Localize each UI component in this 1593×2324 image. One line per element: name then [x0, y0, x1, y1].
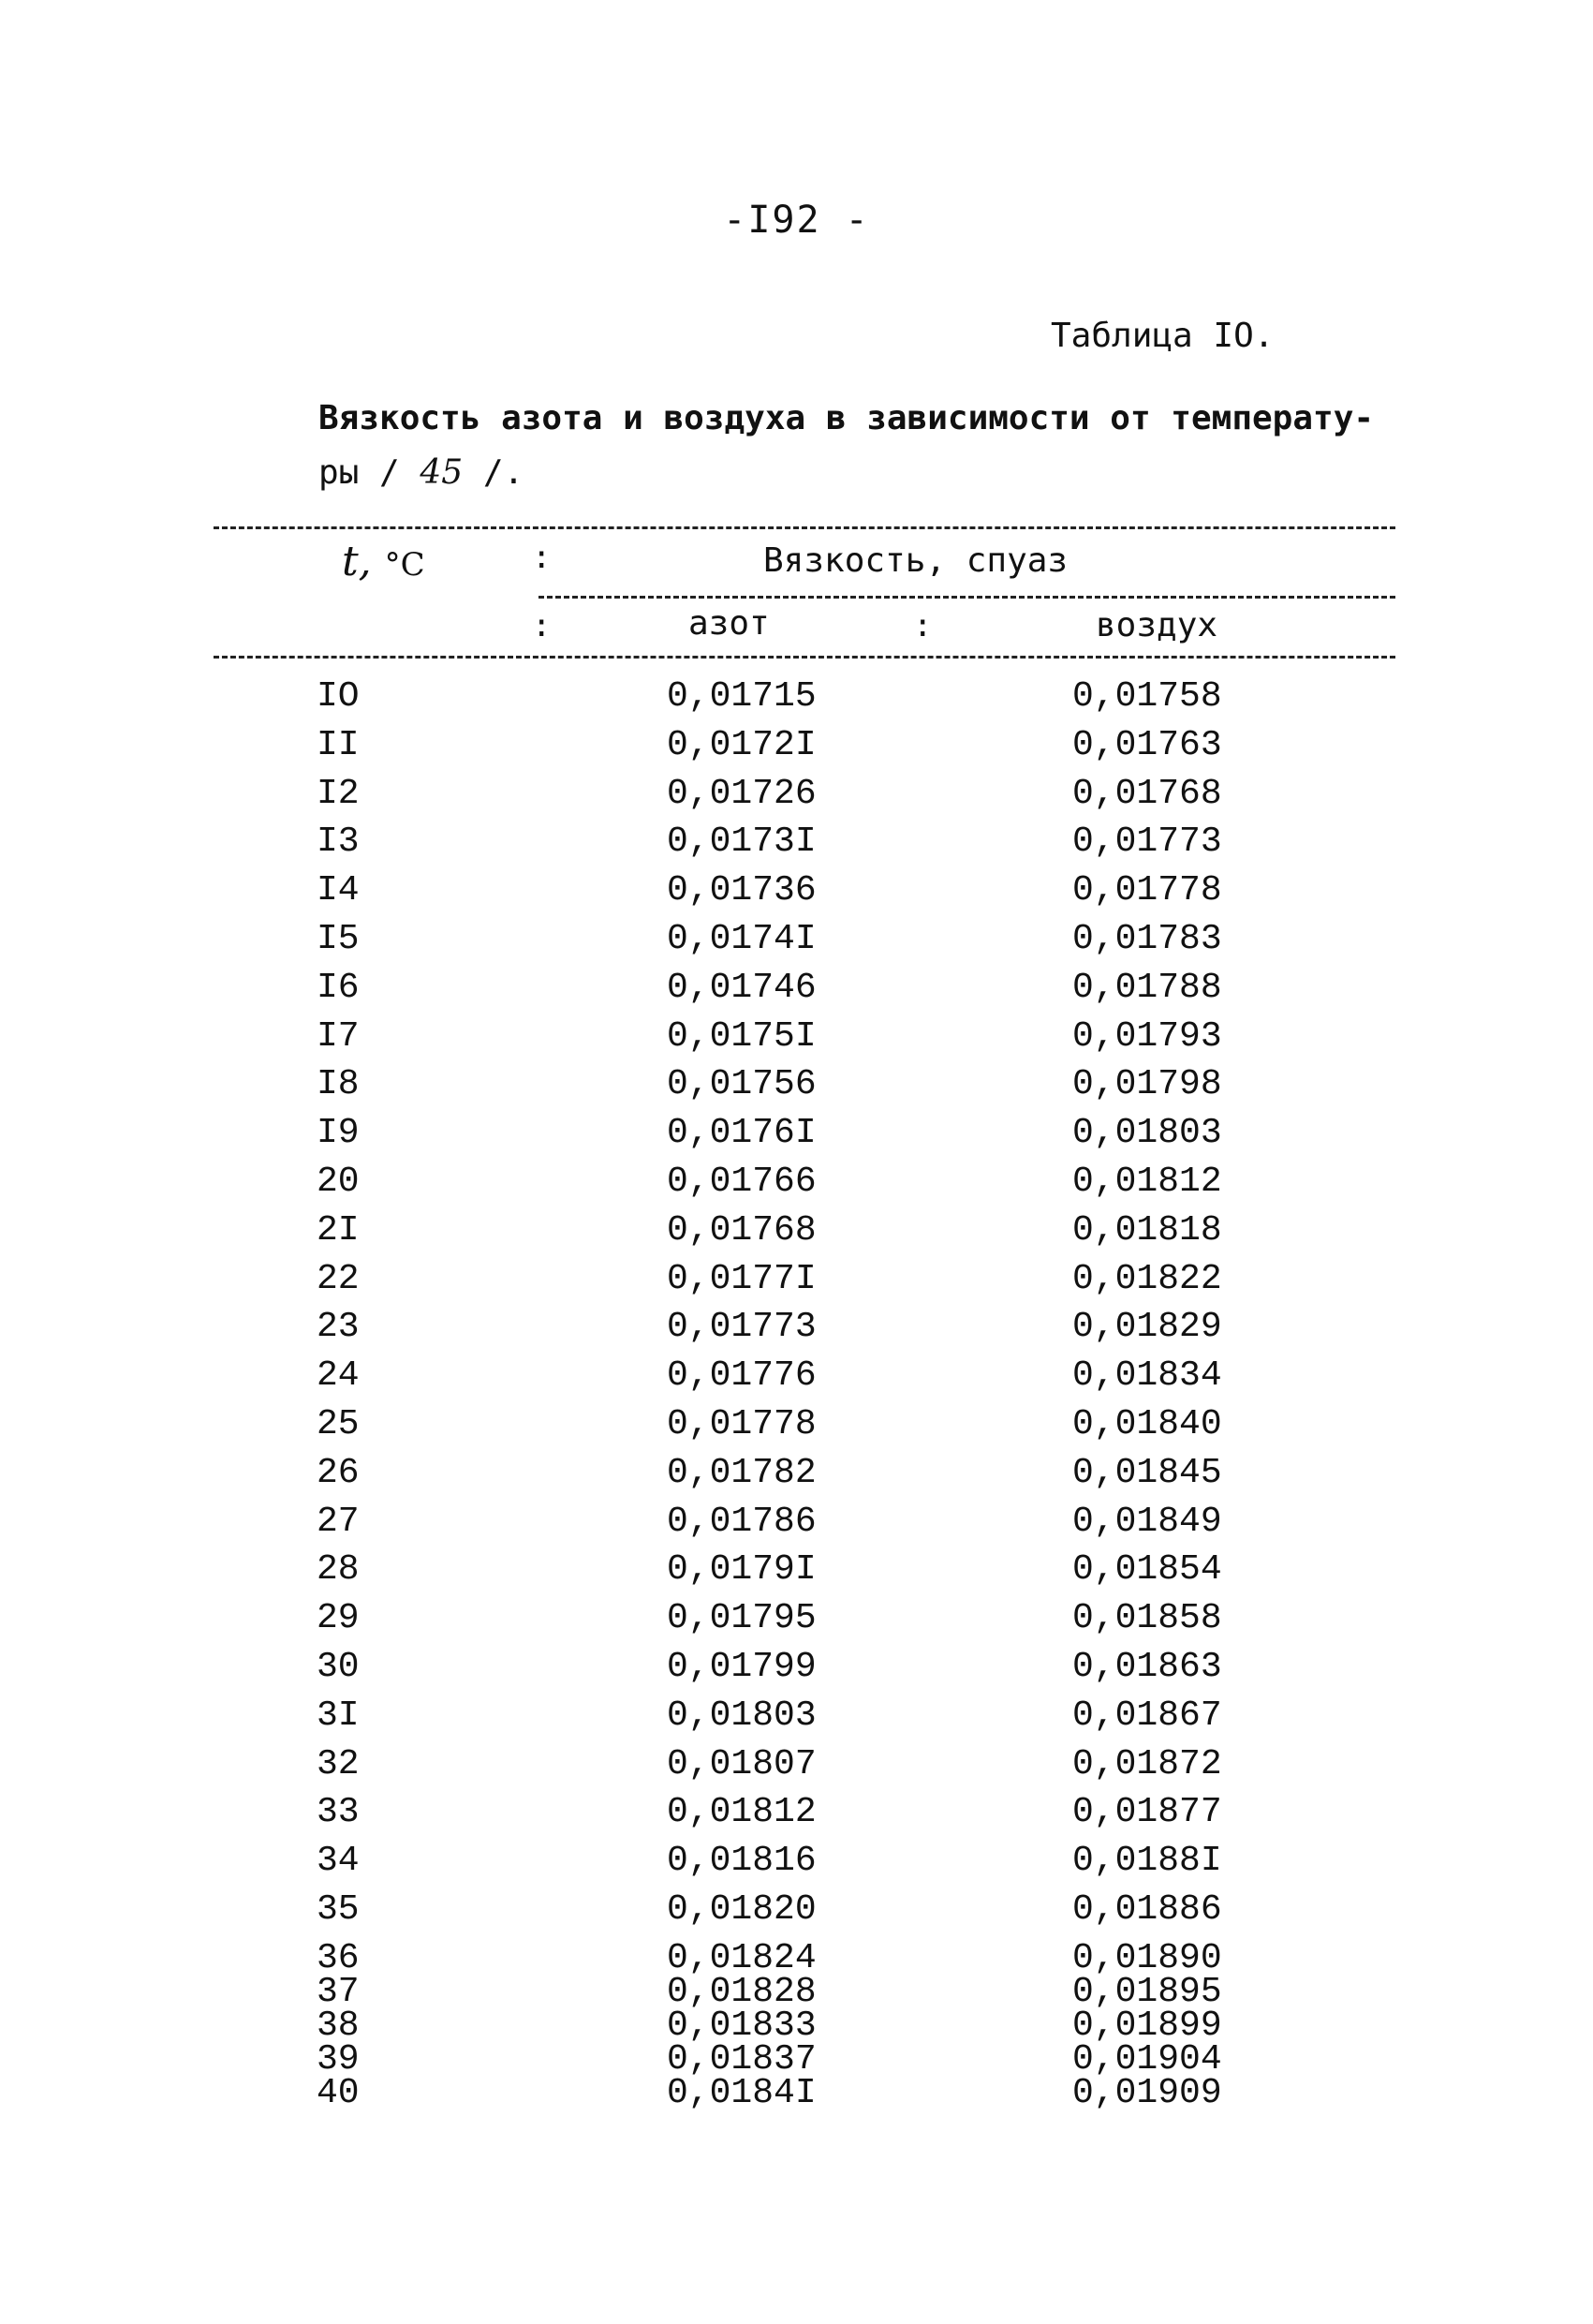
- nitrogen-viscosity-cell: 0,0174I: [667, 918, 817, 959]
- caption-line-1: Вязкость азота и воздуха в зависимости от температу-: [318, 399, 1375, 437]
- nitrogen-viscosity-cell: 0,0176I: [667, 1113, 817, 1154]
- table-row: [0, 676, 1593, 725]
- table-row: [0, 1549, 1593, 1598]
- nitrogen-viscosity-cell: 0,01824: [667, 1937, 817, 1978]
- temperature-cell: 24: [317, 1355, 360, 1397]
- temperature-cell: 35: [317, 1888, 360, 1930]
- temperature-cell: 22: [317, 1258, 360, 1299]
- air-viscosity-cell: 0,01773: [1072, 822, 1222, 863]
- air-viscosity-cell: 0,01798: [1072, 1064, 1222, 1105]
- table-row: [0, 1647, 1593, 1695]
- air-viscosity-cell: 0,0188I: [1072, 1841, 1222, 1882]
- air-viscosity-cell: 0,01778: [1072, 870, 1222, 911]
- temperature-cell: IO: [317, 676, 360, 717]
- table-row: [0, 1453, 1593, 1502]
- nitrogen-viscosity-cell: 0,01766: [667, 1161, 817, 1202]
- temperature-cell: 27: [317, 1501, 360, 1542]
- table-row: [0, 1307, 1593, 1355]
- air-viscosity-cell: 0,01788: [1072, 967, 1222, 1008]
- air-viscosity-cell: 0,01867: [1072, 1695, 1222, 1736]
- nitrogen-viscosity-cell: 0,0173I: [667, 822, 817, 863]
- nitrogen-viscosity-cell: 0,01837: [667, 2038, 817, 2080]
- table-row: [0, 774, 1593, 822]
- nitrogen-viscosity-cell: 0,01773: [667, 1307, 817, 1348]
- table-row: [0, 870, 1593, 919]
- air-viscosity-cell: 0,01849: [1072, 1501, 1222, 1542]
- air-viscosity-cell: 0,01763: [1072, 724, 1222, 765]
- nitrogen-viscosity-cell: 0,01833: [667, 2005, 817, 2046]
- air-viscosity-cell: 0,01758: [1072, 676, 1222, 717]
- nitrogen-viscosity-cell: 0,01776: [667, 1355, 817, 1397]
- table-top-rule: [214, 526, 1395, 529]
- temperature-cell: I7: [317, 1015, 360, 1057]
- temperature-cell: I2: [317, 773, 360, 814]
- table-row: [0, 1889, 1593, 1938]
- table-row: [0, 1792, 1593, 1841]
- header-nitrogen: азот: [688, 604, 770, 643]
- temperature-cell: 20: [317, 1161, 360, 1202]
- temperature-cell: 36: [317, 1937, 360, 1978]
- table-row: [0, 1016, 1593, 1065]
- nitrogen-viscosity-cell: 0,0177I: [667, 1258, 817, 1299]
- table-row: [0, 1971, 1593, 2012]
- air-viscosity-cell: 0,01803: [1072, 1113, 1222, 1154]
- header-temp-unit: °C: [384, 546, 425, 584]
- nitrogen-viscosity-cell: 0,01816: [667, 1841, 817, 1882]
- temperature-cell: I4: [317, 870, 360, 911]
- table-row: [0, 2038, 1593, 2080]
- nitrogen-viscosity-cell: 0,01715: [667, 676, 817, 717]
- temperature-cell: I8: [317, 1064, 360, 1105]
- table-row: [0, 822, 1593, 870]
- table-row: [0, 1841, 1593, 1889]
- air-viscosity-cell: 0,01783: [1072, 918, 1222, 959]
- table-row: [0, 725, 1593, 774]
- temperature-cell: 29: [317, 1598, 360, 1639]
- caption-reference: 45: [420, 453, 464, 492]
- air-viscosity-cell: 0,01863: [1072, 1646, 1222, 1687]
- air-viscosity-cell: 0,01858: [1072, 1598, 1222, 1639]
- nitrogen-viscosity-cell: 0,01746: [667, 967, 817, 1008]
- header-separator: :: [532, 607, 552, 644]
- table-row: [0, 968, 1593, 1016]
- air-viscosity-cell: 0,01818: [1072, 1209, 1222, 1251]
- temperature-cell: I6: [317, 967, 360, 1008]
- temperature-cell: 2I: [317, 1209, 360, 1251]
- temperature-cell: 28: [317, 1549, 360, 1591]
- temperature-cell: 34: [317, 1841, 360, 1882]
- header-temp-symbol: t,: [342, 538, 372, 585]
- header-air: воздух: [1096, 606, 1218, 644]
- air-viscosity-cell: 0,01840: [1072, 1403, 1222, 1444]
- caption-line-2: [318, 446, 1395, 500]
- table-caption: [318, 392, 1395, 500]
- air-viscosity-cell: 0,01899: [1072, 2005, 1222, 2046]
- air-viscosity-cell: 0,01812: [1072, 1161, 1222, 1202]
- header-mid-rule: [538, 596, 1395, 599]
- table-row: [0, 1937, 1593, 1978]
- nitrogen-viscosity-cell: 0,01799: [667, 1646, 817, 1687]
- nitrogen-viscosity-cell: 0,01795: [667, 1598, 817, 1639]
- caption-suffix: /.: [482, 453, 524, 492]
- temperature-cell: 23: [317, 1307, 360, 1348]
- temperature-cell: I9: [317, 1113, 360, 1154]
- temperature-cell: 26: [317, 1452, 360, 1493]
- table-row: [0, 1598, 1593, 1647]
- page-number: -I92 -: [723, 199, 870, 242]
- header-temperature: [342, 538, 425, 585]
- table-row: [0, 1064, 1593, 1113]
- table-row: [0, 1744, 1593, 1793]
- nitrogen-viscosity-cell: 0,01828: [667, 1971, 817, 2012]
- air-viscosity-cell: 0,01895: [1072, 1971, 1222, 2012]
- air-viscosity-cell: 0,01872: [1072, 1743, 1222, 1784]
- temperature-cell: 25: [317, 1403, 360, 1444]
- nitrogen-viscosity-cell: 0,01778: [667, 1403, 817, 1444]
- table-row: [0, 1113, 1593, 1162]
- nitrogen-viscosity-cell: 0,0179I: [667, 1549, 817, 1591]
- table-label: Таблица IO.: [1051, 317, 1275, 355]
- temperature-cell: 30: [317, 1646, 360, 1687]
- table-row: [0, 919, 1593, 968]
- table-row: [0, 2072, 1593, 2113]
- air-viscosity-cell: 0,01854: [1072, 1549, 1222, 1591]
- nitrogen-viscosity-cell: 0,01803: [667, 1695, 817, 1736]
- nitrogen-viscosity-cell: 0,01807: [667, 1743, 817, 1784]
- nitrogen-viscosity-cell: 0,01786: [667, 1501, 817, 1542]
- nitrogen-viscosity-cell: 0,01756: [667, 1064, 817, 1105]
- air-viscosity-cell: 0,01877: [1072, 1792, 1222, 1833]
- table-row: [0, 1162, 1593, 1210]
- nitrogen-viscosity-cell: 0,01782: [667, 1452, 817, 1493]
- air-viscosity-cell: 0,01768: [1072, 773, 1222, 814]
- temperature-cell: 3I: [317, 1695, 360, 1736]
- air-viscosity-cell: 0,01822: [1072, 1258, 1222, 1299]
- temperature-cell: II: [317, 724, 360, 765]
- table-row: [0, 2005, 1593, 2046]
- temperature-cell: 40: [317, 2072, 360, 2113]
- table-row: [0, 1404, 1593, 1453]
- nitrogen-viscosity-cell: 0,0184I: [667, 2072, 817, 2113]
- air-viscosity-cell: 0,01829: [1072, 1307, 1222, 1348]
- header-separator: :: [532, 539, 552, 576]
- caption-prefix: ры /: [318, 453, 400, 492]
- air-viscosity-cell: 0,01904: [1072, 2038, 1222, 2080]
- nitrogen-viscosity-cell: 0,0175I: [667, 1015, 817, 1057]
- nitrogen-viscosity-cell: 0,01768: [667, 1209, 817, 1251]
- table-body: [0, 676, 1593, 2113]
- table-row: [0, 1695, 1593, 1744]
- nitrogen-viscosity-cell: 0,01820: [667, 1888, 817, 1930]
- header-bottom-rule: [214, 656, 1395, 659]
- temperature-cell: 33: [317, 1792, 360, 1833]
- header-separator: :: [913, 607, 933, 644]
- air-viscosity-cell: 0,01834: [1072, 1355, 1222, 1397]
- nitrogen-viscosity-cell: 0,01736: [667, 870, 817, 911]
- air-viscosity-cell: 0,01845: [1072, 1452, 1222, 1493]
- nitrogen-viscosity-cell: 0,0172I: [667, 724, 817, 765]
- nitrogen-viscosity-cell: 0,01726: [667, 773, 817, 814]
- air-viscosity-cell: 0,01890: [1072, 1937, 1222, 1978]
- temperature-cell: I3: [317, 822, 360, 863]
- air-viscosity-cell: 0,01793: [1072, 1015, 1222, 1057]
- table-row: [0, 1259, 1593, 1308]
- temperature-cell: 37: [317, 1971, 360, 2012]
- temperature-cell: 38: [317, 2005, 360, 2046]
- air-viscosity-cell: 0,01886: [1072, 1888, 1222, 1930]
- table-row: [0, 1210, 1593, 1259]
- temperature-cell: 32: [317, 1743, 360, 1784]
- air-viscosity-cell: 0,01909: [1072, 2072, 1222, 2113]
- temperature-cell: I5: [317, 918, 360, 959]
- temperature-cell: 39: [317, 2038, 360, 2080]
- table-row: [0, 1355, 1593, 1404]
- nitrogen-viscosity-cell: 0,01812: [667, 1792, 817, 1833]
- table-row: [0, 1502, 1593, 1550]
- header-viscosity: Вязкость, спуаз: [763, 541, 1069, 580]
